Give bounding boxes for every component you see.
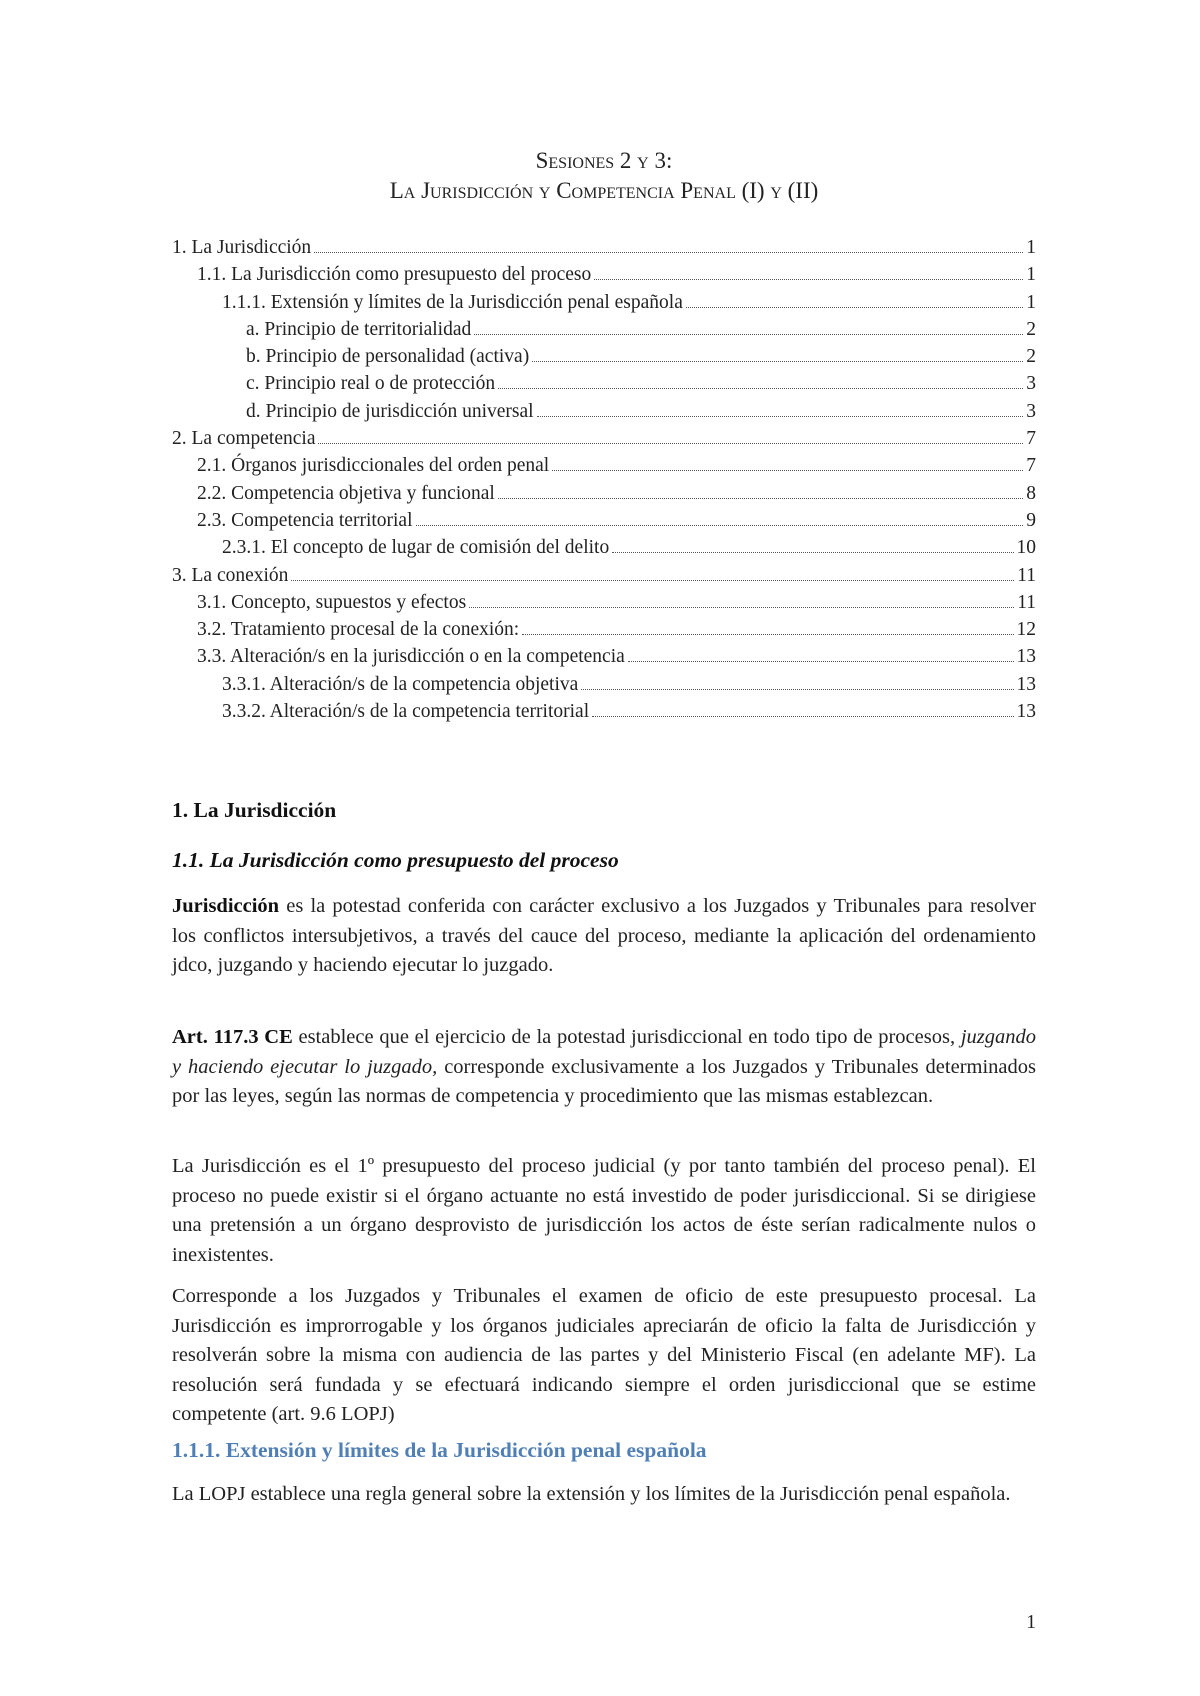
toc-entry[interactable] [172, 643, 1036, 670]
toc-leader-dots [318, 442, 1023, 444]
toc-entry[interactable] [172, 234, 1036, 261]
page-number: 1 [1026, 1612, 1036, 1633]
toc-entry-page: 1 [1026, 237, 1036, 258]
quoted-phrase: juzgando y haciendo ejecutar lo juzgado, [172, 1026, 1036, 1078]
toc-entry[interactable] [172, 452, 1036, 479]
toc-entry-page: 1 [1026, 264, 1036, 286]
term-jurisdiccion: Jurisdicción [172, 895, 280, 917]
toc-entry-title: 1.1. La Jurisdicción como presupuesto del proceso [197, 264, 592, 286]
paragraph-art-117 [172, 1023, 1036, 1112]
subsubsection-heading-1-1-1: 1.1.1. Extensión y límites de la Jurisdicción penal española [172, 1438, 707, 1462]
toc-entry[interactable] [172, 261, 1036, 288]
toc-entry-title: b. Principio de personalidad (activa) [246, 346, 530, 368]
toc-leader-dots [291, 579, 1014, 581]
toc-entry-title: 2.3. Competencia territorial [197, 509, 413, 531]
toc-entry-title: 3.2. Tratamiento procesal de la conexión: [197, 619, 520, 641]
toc-entry-title: 3.3.1. Alteración/s de la competencia objetiva [222, 673, 579, 695]
toc-leader-dots [552, 469, 1023, 471]
toc-entry[interactable] [172, 534, 1036, 561]
toc-entry-page: 3 [1026, 373, 1036, 395]
document-title [172, 146, 1036, 206]
toc-leader-dots [498, 497, 1023, 499]
paragraph-text: corresponde exclusivamente a los Juzgados y Tribunales determinados por las leyes, según las normas de competencia y procedimiento que las mismas establezcan. [172, 1055, 1037, 1108]
toc-entry-title: 2. La competencia [172, 428, 316, 450]
paragraph-lopj: La LOPJ establece una regla general sobre la extensión y los límites de la Jurisdicción penal española. [172, 1483, 1011, 1505]
toc-entry-page: 8 [1026, 482, 1036, 504]
toc-leader-dots [314, 251, 1023, 253]
toc-entry-page: 11 [1017, 591, 1036, 613]
toc-entry[interactable] [172, 698, 1036, 725]
document-page [172, 0, 1036, 1696]
toc-leader-dots [581, 688, 1013, 690]
toc-entry-title: 2.3.1. El concepto de lugar de comisión del delito [222, 537, 610, 559]
toc-leader-dots [532, 360, 1023, 362]
toc-entry-page: 12 [1016, 619, 1036, 641]
toc-leader-dots [474, 333, 1023, 335]
toc-entry-page: 7 [1026, 428, 1036, 450]
toc-entry[interactable] [172, 316, 1036, 343]
toc-leader-dots [628, 660, 1014, 662]
toc-entry-page: 11 [1017, 564, 1036, 586]
toc-entry[interactable] [172, 343, 1036, 370]
toc-entry[interactable] [172, 616, 1036, 643]
toc-leader-dots [537, 415, 1024, 417]
toc-entry-title: 3.3. Alteración/s en la jurisdicción o en la competencia [197, 646, 625, 668]
toc-entry[interactable] [172, 562, 1036, 589]
paragraph-examen-oficio: Corresponde a los Juzgados y Tribunales el examen de oficio de este presupuesto procesal. La Jurisdicción es improrrogable y los órganos judiciales apreciarán de oficio la falta de Jurisdicción y resolverán sobre la misma con audiencia de las partes y del Ministerio Fiscal (en adelante MF). La resolución será fundada y se efectuará indicando siempre el orden jurisdiccional que se estime competente (art. 9.6 LOPJ) [172, 1285, 1036, 1426]
toc-entry-title: 3.3.2. Alteración/s de la competencia territorial [222, 701, 590, 723]
paragraph-jurisdiccion-definition [172, 892, 1036, 981]
toc-entry-page: 13 [1016, 646, 1036, 668]
toc-entry[interactable] [172, 425, 1036, 452]
toc-entry-page: 1 [1026, 291, 1036, 313]
toc-leader-dots [592, 715, 1013, 717]
toc-leader-dots [416, 524, 1024, 526]
toc-entry-page: 10 [1016, 537, 1036, 559]
paragraph-text: establece que el ejercicio de la potestad jurisdiccional en todo tipo de procesos, [292, 1026, 961, 1048]
toc-entry-title: 2.1. Órganos jurisdiccionales del orden penal [197, 455, 550, 477]
toc-leader-dots [522, 633, 1013, 635]
toc-entry-title: 3. La conexión [172, 564, 289, 586]
table-of-contents [172, 234, 1036, 725]
toc-entry-page: 2 [1026, 318, 1036, 340]
toc-entry-page: 9 [1026, 509, 1036, 531]
toc-entry[interactable] [172, 370, 1036, 397]
section-heading-1: 1. La Jurisdicción [172, 798, 337, 822]
toc-entry-title: 2.2. Competencia objetiva y funcional [197, 482, 495, 504]
toc-entry[interactable] [172, 671, 1036, 698]
toc-entry-title: c. Principio real o de protección [246, 373, 496, 395]
toc-leader-dots [612, 551, 1013, 553]
toc-leader-dots [469, 606, 1014, 608]
toc-entry-title: 1. La Jurisdicción [172, 237, 312, 258]
paragraph-text: es la potestad conferida con carácter exclusivo a los Juzgados y Tribunales para resolver los conflictos intersubjetivos, a través del cauce del proceso, mediante la aplicación del ordenamiento jdco, juzgando y haciendo ejecutar lo juzgado. [172, 895, 1036, 977]
paragraph-presupuesto: La Jurisdicción es el 1º presupuesto del proceso judicial (y por tanto también del proceso penal). El proceso no puede existir si el órgano actuante no está investido de poder jurisdiccional. Si se dirigiese una pretensión a un órgano desprovisto de jurisdicción los actos de éste serían radicalmente nulos o inexistentes. [172, 1155, 1036, 1266]
toc-entry-page: 13 [1016, 701, 1036, 723]
term-art-117: Art. 117.3 CE [172, 1026, 293, 1048]
toc-entry[interactable] [172, 289, 1036, 316]
toc-entry[interactable] [172, 480, 1036, 507]
toc-entry-page: 13 [1016, 673, 1036, 695]
toc-entry-title: a. Principio de territorialidad [246, 318, 472, 340]
toc-entry[interactable] [172, 507, 1036, 534]
title-line-2: La Jurisdicción y Competencia Penal (I) y (II) [389, 178, 819, 203]
toc-leader-dots [498, 387, 1023, 389]
toc-entry-title: 1.1.1. Extensión y límites de la Jurisdicción penal española [222, 291, 683, 313]
toc-entry-page: 2 [1026, 346, 1036, 368]
title-line-1: Sesiones 2 y 3: [535, 148, 673, 173]
toc-entry-page: 3 [1026, 400, 1036, 422]
toc-entry-page: 7 [1026, 455, 1036, 477]
toc-entry-title: d. Principio de jurisdicción universal [246, 400, 534, 422]
toc-entry[interactable] [172, 398, 1036, 425]
toc-entry-title: 3.1. Concepto, supuestos y efectos [197, 591, 467, 613]
toc-leader-dots [594, 278, 1023, 280]
toc-entry[interactable] [172, 589, 1036, 616]
toc-leader-dots [686, 306, 1023, 308]
subsection-heading-1-1: 1.1. La Jurisdicción como presupuesto del proceso [172, 848, 619, 872]
